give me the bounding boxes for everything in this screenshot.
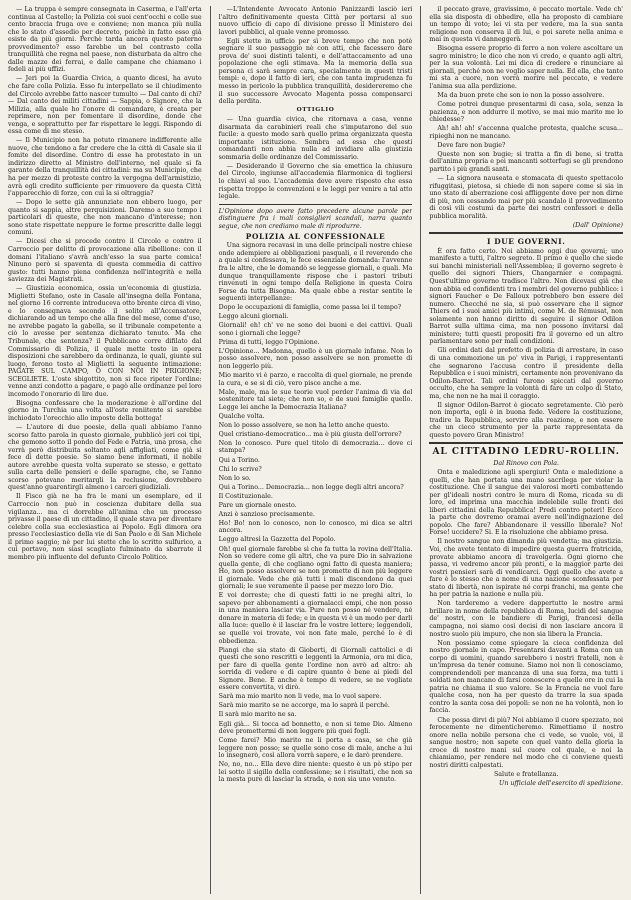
dialog-block (219, 304, 413, 784)
section-heading: AL CITTADINO LEDRU-ROLLIN. (432, 447, 620, 458)
dialog-line: Quel cristiano-democratico... ma è più giusta dell'orrore? (218, 430, 402, 438)
article-paragraph: Ma da buon prete che son io non la posso assolvere. (437, 92, 605, 100)
article-paragraph: Una signora recavasi in una delle principali nostre chiese onde adempiere ai obbligazioni pasquali, e il reverendo che a quale si confessava, le fece essenziale domanda: l'avvenne fra le altre, che le domandò se leggesse giornali, e quali. Ma dunque tranquillamente rispose che i pastori tributi rinvenuti in ogni tempo della Religione in questa Coira Forse da tutta Bisogna. Ma quale ebbe a restar sentite le seguenti interpellanze: (218, 242, 413, 303)
editorial-notice: L'Opinione dopo avere fatto precedere alcune parole per distinguere fra i mali consiglieri scandali, narra quanto segue, che non crediamo male di riprodurre. (218, 207, 413, 230)
article-paragraph: — Jeri poi la Guardia Civica, a quanto dicesi, ha avuto che fare colla Polizia. Esso fu interpellato se il chiudimento del Circolo avrebbe fatto nascer tumulto — Dal canto di chi? — Dal canto dei militi cittadini — Sappia, o Signore, che la Milizia, alla quale ho l'onore di comandare, è creata per reprimere, non per fomentare il disordine, donde che venga, e soprattutto per far rispettare le leggi. Rispondo di essa come di me stesso. (8, 75, 202, 136)
article-paragraph: Non tarderemo a vedere dappertutto le nostre armi brillare in nome della repubblica di Roma, lucidi del sangue de' nostri, con le bandiere di Parigi, francesi della campagna, noi siamo così decisi di non lasciare ancora il nostro suolo più impuro, che non sia libera la Francia. (429, 600, 624, 638)
dialog-line: Mio marito vi è parzo, e raccolta di quel giornale, ne prende la cura, e se si di ciò, vero pisce anche a me. (218, 372, 413, 387)
dialog-line: Qualche volta. (218, 412, 265, 420)
dialog-line: Sarà mio marito se ne accorge, ma lo saprà il perché. (218, 702, 390, 710)
article-paragraph: Come potrei dunque presentarmi di casa, sola, senza la pazienza, e non addurre il motivo, se mai mio marito me lo chiedesse? (429, 101, 624, 124)
dialog-line: Leggo alcuni giornali. (218, 313, 289, 321)
article-paragraph: il peccato grave, gravissimo, è peccato mortale. Vede ch' ella sia disposta di obbedire, ella ha proposto di cambiare un tempo di voto; lei vi sta per vedere, ma la sua santa religione non conserva il di lui, e poi sarete nella anima e mai in questa vi danneggerà. (429, 6, 624, 44)
article-paragraph: — Giustizia economica, ossia un'economia di giustizia. Miglietti Stefano, oste in Casale all'insegna della Fontana, nel giorno 16 corrente introduceva otto brente circa di vino, e lo consegnava secondo il solito all'Accensatore, dichiarando ad un tempo che alla fine del mese, come d'uso, ne avrebbe pagato la gabella, se il tribunale competente a ciò lo avesse per sentenza dichiarato tenuto. Ma che Tribunale, che sentenza? il Pubblicano corre difilato dal Commissario di Polizia, il quale mette tosto in opera disposizioni che sarebbero da ordinanza, le quali, giunte sul luogo, ferono tosto al Miglietti la seguente intimazione: PAGATE SUL CAMPO, O CON NOI IN PRIGIONE; SCEGLIETE. L'oste sbigottito, non si fece ripeter l'ordine: venne anzi condotto a pagare, e pagò alle ordinanze pel loro incomodo l'onorario di lire due. (8, 285, 202, 398)
section-heading: POLIZIA AL CONFESSIONALE (245, 231, 386, 241)
article-paragraph: Il nostro sangue non dimanda più vendetta; ma giustizia. Voi, che avete tentato di impedire questa guerra fratricida, provate abbiamo ancora di travolgerla. Ogni giorno che passa, vi vedremo ancor più pronti, e la maggior parte dei vostri pensieri sarà di vendicarci. Oggi quello che avete a fare è lo stesso che a nome di una nazione sconfessata per stato di libertà, non ispirate né corpi franchi, ma gente che ha per patria la nazione e nulla più. (429, 538, 624, 599)
article-paragraph: Il signor Odilon-Barrot è giocato segretamente. Ciò però non importa, egli è in buona fede. Vedere la costituzione, tradire la Repubblica, servire alla reazione, e non essere che un cieco strumento per la parte rappresentata da questo povero Gran Ministro! (429, 401, 624, 439)
article-paragraph: Egli stette in ufficio per sì breve tempo che non potè segnare il suo passaggio nè con atti, che facessero dare prova de' suoi distinti talenti, e dell'attaccamento ad una popolazione che egli stimava. Ma la memoria della sua persona ci sarà sempre cara, specialmente in questi tristi tempi: e, dopo il fatto di ieri, che con tanta imprudenza fu messo in pericolo la pubblica tranquillità, desidereremo che il suo successore Avvocato Magenta possa compensarci della perdita. (218, 37, 413, 106)
article-paragraph: È ora fatto certo. Noi abbiamo oggi due governi; uno manifesto a tutti, l'altro segreto. Il primo è quello che siede sui banchi ministeriali nell'Assemblea; il governo segreto è quello dei signori Thiers, Changarnier e compagni. Quest'ultimo governo tradisce l'altro. Non dicevasi già che non abbia ed confidenti tra i membri del governo pubblico: i signori Faucher e De Falloux potrebbero ben essere del numero. Checché ne sia, si può osservare che il signor Thiers ed i suoi amici più intimi, come M. de Rémusat, non solamente non hanno diritto di seguire il signor Odilon Barrot sulla ultima cima, ma non possono invitarsi dal ministero; tutti questi propositi fra il governo ed un altro parlamentare sono per mali condizioni. (429, 247, 624, 346)
article-paragraph: —L'Intendente Avvocato Antonio Panizzardi lasciò ieri l'altro definitivamente questa Città per portarsi al suo nuovo ufficio di capo di divisione presso il Ministero dei lavori pubblici, al quale venne promosso. (218, 6, 413, 36)
article-paragraph: — L'autore di due poesie, della quali abbiamo l'anno scorso fatto parola in questo giornale, pubblicò jeri coi tipi, che gemono sotto il pondo del Fede e Patria, una prosa, che verrà però distribuita soltanto agli affigliati, come già si fece di dette poesie. So siamo bene informati, il nobile autore avrebbe questa volta superato se stesso, e gettato sulla carta delle pensieri e delle sparagne, che, se l'anno scorso potevano meritargli la reclusione, dovrebbero quest'anno guarentirgli almeno i carceri giudiziali. (8, 424, 202, 492)
article-paragraph: — La truppa è sempre consegnata in Caserma, e l'all'erta continua al Castello; la Polizia coi suoi cent'occhi e colle sue cento braccia fruga ove e conviene; non manca più nulla che lo stato d'assedio per decreto, poichè in fatto esso già esiste da più giorni. Perchè tarda ancora questo paterno provvedimento? esso farebbe un bel contrasto colla tranquillità che regna nel paese, non disturbata da altro che dalle mazze dei ferrai, e dalle campane che chiamano i fedeli ai più uffizi. (8, 6, 202, 74)
column-1 (8, 6, 202, 894)
dialog-line: Qui a Torino... Democrazia... non legge degli altri ancora? (218, 483, 404, 491)
section-dateline: OTTIGLIO (296, 107, 335, 114)
dialog-line: Piangi che sia stato di Gioberti, di Giornali cattolici e di questi che sono rescritti e leggenti la Armonia, ora mi dica, per fare di quella gente l'ordine non avrò ad altro: ah sorrida di vedere e di capire quanto è bene ai piedi del Signore. Bene. E anche è tempo di vedere, se ne vogliate essere convertita, vi dirò. (218, 646, 413, 692)
dialog-line: Il Costituzionale. (218, 492, 273, 500)
article-paragraph: Bisogna essere proprio di ferro a non volere ascoltare un sagro ministro; le dico che non vi credo, e quanto agli altri, per la sua volontà. Lei mi dica di credere e rinunciare ai giornali, perché non ne voglio saper nulla. Ed ella, che tanto mi sta a cuore, non vorrà morire nel peccato, e vedere l'anima sua alla perdizione. (429, 45, 624, 90)
dialog-line: Il sarà mio marito ne sa. (218, 711, 297, 719)
dialog-line: Non lo posso assolvere, se non ha letto anche questo. (218, 421, 390, 429)
divider (429, 442, 623, 444)
dialog-line: Prima di tutti, leggo l'Opinione. (218, 338, 320, 346)
dialog-line: Leggo altresì la Gazzetta del Popolo. (218, 536, 336, 544)
dialog-line: Oh! quel giornale farebbe sì che fa tutta la rovina dell'Italia. Non so vedere come gli altri, che va pure Dio in salvazione quella gente, di che cogliano ogni fatto di questa maniera; Ho, non posso assolvere se non promette di non più leggere il giornale. Vede che già tutti i mali discendono da quei giornali; le sue veramente il paese per mezzo loro Dio. (218, 545, 413, 591)
article-paragraph: — Dopo le sette già annunziate non ebbero luogo, per quanto si sappia, altre perquisizioni. Daremo a suo tempo i particolari di queste, che non mancano d'interesse; non sono state rispettate neppure le forme prescritte dalle leggi comuni. (8, 199, 202, 237)
column-2 (210, 6, 413, 894)
dialog-line: Pare un giornale onesto. (218, 501, 297, 509)
article-paragraph: Queste non son bugie; si tratta a fin di bene, si tratta dell'anima propria e pei mancanti sotterfugi se gli prendono partito i più grandi santi. (429, 150, 624, 173)
article-paragraph: — Desiderando il Governo che sia emettica la chiusura del Circolo, ingiunse all'accademia filarmonica di togliersi lo chiavi al suo. L'accademia deve avere risposto che essa rispetta troppo le convenzioni e le leggi per venire a tal atto legale. (218, 162, 413, 201)
dialog-line: Ho! Bo! non lo conosco, non lo conosco, mi dica se altri ancora. (218, 519, 413, 535)
article-paragraph: Il Fisco già ne ha fra le mani un esemplare, ed il Carroccio non può in coscienza dubitare della sua vigilanza... ma ci dorrebbe all'anima che un processo privasse il paese di un cittadino, il quale stava per diventare celebre colla sua ecclesiastica ai Popolo. Egli dimora ora presso l'ecclesiastico della vie di San Paolo e di San Michele il primo saggio; nè per lui stette che lo scritto sulfurico, a cui portavo, non siasi scagliato fulminato da sbarrate il membro più influente del defunto Circolo Politico. (8, 493, 202, 561)
article-paragraph: Gli ordini dati dal prefetto di polizia di arrestare, in caso di una commozione un po' viva in Parigi, i rappresentanti che segnarono l'accusa contro il presidente della Repubblica e i suoi ministri, certamente non provenivano da Odilon-Barrot. Tali ordini furono spiccati dal governo occulto, che ha sempre la volontà di fare un colpo di Stato, ma, che non ne ha mai il coraggio. (429, 347, 624, 400)
dialog-line: E voi dorreste; che di questi fatti io ne preghi altri, lo sapevo per abbonamenti a giornalacci empi, che non posso in una maniera lasciar via. Pure non posso né vendere, né donare in materia di fede; e in questa vi è un modo per darli alla luce: quello è il lasciar fra le vostre lettere; leggendoli, se quelle voi trovate, voi non fate male, perché lo è di obbedienza. (218, 592, 413, 645)
dialog-line: Non lo conosco. Pure quel titolo di democrazia... dove ci stampa? (218, 439, 413, 455)
dialog-line: No, no, no... Ella deve dire niente: questo è un pò stipo per lei sotto il sigillo della confessione; se i risultati, che non sa la mesta pure di lasciar la strada, e non sia uno venuto. (218, 761, 413, 784)
dialog-line: Giornali! eh! ch' ve ne sono dei buoni e dei cattivi. Quali sono i giornali che legge? (218, 322, 413, 337)
article-paragraph: Onta e maledizione agli spergiuri! Onta e maledizione a quelli, che han portata una mano sacrilega per violar la costituzione. Che il sangue dei valorosi morti combattendo per gl'ideali nostri contro le mura di Roma, ricada su di loro, ed imprima una macchia indelebile sulle fronti dei liberi cittadini della Repubblica! Predi contro poteri! Ecco la parte che dovremo oramai avere nell'indignazione del popolo. Che fare? Abbandonare il vessillo liberale? No! Forse! uccidere? Si. E la risoluzione che abbiamo presa. (429, 469, 624, 537)
dialog-line: Qui a Torino. (218, 456, 260, 464)
dialog-line: Male, male, ma le sue teorie vuol perder l'anima di via del sostenitore tal siete; che non so, e de suoi famiglie quello. Legge lei anche la Democrazia Italiana? (218, 388, 413, 411)
dialog-line: L'Opinione... Madonna, quello è un giornale infame. Non lo posso assolvere, non posso assolvere se non promette di non leggerlo più. (218, 347, 413, 371)
divider (429, 232, 623, 234)
dialog-line: Sarà ma mio marito non li vede, ma lo vuol sapere. (218, 693, 382, 701)
dialog-line: Dopo le occupazioni di famiglia, come passa lei il tempo? (218, 304, 402, 312)
article-paragraph: Non possiamo come spiegare la cieca confidenza del nostro giornale in capo. Presentarsi davanti a Roma con un corpo di uomini, quando sarebbero i nostri fratelli, non è un'impresa da tener comune. Siamo noi non li conosciamo, comprendendoli per mancanza di una sua forza, ma tutti i soldati non mancano di farsi conoscere a quelle ore in cui la patria ne chiama il suo valore. Se la Francia ne vuol fare qualche cosa, non ha per questo da trarre la sua spada contro la santa cosa dei popoli: se non ne ha volontà, non lo faccia. (429, 639, 624, 715)
column-3 (420, 6, 623, 894)
dialog-line: Egli già... Si tocca ad bonnetto, e non si teme Dio. Almeno deve promettermi di non leggere più quei fogli. (218, 720, 413, 736)
closing-salutation: Salute e fratellanza. (493, 770, 559, 778)
dialog-line: Come farei? Mio marito ne li porta a casa, se che già leggere non posso; se quelle sono cose di male, anche a lui lo insegnerò, così allora vorrà sapere, e le darò prendere. (218, 737, 413, 760)
dialog-line: Chi lo scrive? (218, 465, 262, 473)
dialog-line: Anzi è sanzioso precisamente. (218, 510, 315, 518)
article-paragraph: Bisogna confessare che la moderazione è all'ordine del giorno in Turchia una volta all'oste reniitente si sarebbe inchiodato l'orecchio allo imposte della bottega! (8, 399, 202, 422)
section-heading: I DUE GOVERNI. (486, 237, 566, 247)
dialog-line: Non lo so. (218, 474, 251, 482)
signature: Un ufficiale dell'esercito di spedizione. (499, 779, 624, 787)
source-credit: (Dall' Opinione) (572, 221, 624, 229)
article-paragraph: — La signora nauseata e stomacata di questo spettacolo rifuggitasi, pietosa, si chiede di non sapere come si sia in uno stato di aberrazione così affliggente dove per non dirne di più, non cessando mai per più scandalo il provvedimento di così vili costumi da parte dei nostri confessori e della pubblica moralità. (429, 174, 624, 220)
article-paragraph: Che possa dirvi di più? Noi abbiamo il cuore spezzato, noi ferocemente ne dimenticheremo. Rimettiamo il nostro onore nella nobile persona che ci vede, se vuole, voi, il sangue nostro; non sapete con quel vanto della gloria la croce di nostre mani sul cuore col quale, e noi la chiamiamo, per rendere nel modo che ci conviene questi nostri diritti calpestati. (429, 716, 624, 769)
article-paragraph: — Una guardia civica, che ritornava a casa, venne disarmata da carabinieri reali che s'imputarono del suo fucile: a questo modo sarà quello prima organizzata questa importante istituzione. Sembra ad essa che questi comandanti non abbia nulla ad invidiare alla giustizia sommaria delle ordinanze del Commissario. (218, 116, 413, 161)
section-subheading: Dal Rinovo con Pola. (493, 459, 560, 467)
divider (219, 204, 413, 205)
article-paragraph: Ah! ah! ah! s'accenna qualche protesta, qualche scusa... ripieghi non ne mancano. (429, 125, 624, 140)
article-paragraph: — Il Municipio non ha potuto rimanere indifferente alle nuove, che tendono a far credere che la città di Casale sia il fomite del disordine. Contro di esse ha protestato in un indirizzo diretto al Ministro dell'interno, nel quale si fa garante della tranquillità dei cittadini: ma su Municipio, che ha per mezzo di proteste contro la vergogna dell'armistizio, avrà egli credito sufficiente per rimuovere da questa Città l'apparecchio di forze, con cui la si oltraggia? (8, 137, 202, 198)
article-paragraph: — Dicesi che si procede contro il Circolo e contro il Carroccio per delitto di provocazione alla ribellione: con il domani l'italiano s'avrà anch'esso la sua parte comica! Ninuno però si spaventa di questa commedia di cattivo gusto: tutti hanno piena confidenza nell'integrità e nella saviezza dei Magistrati. (8, 238, 202, 284)
article-paragraph: Deve fare non bugie? (437, 141, 506, 149)
